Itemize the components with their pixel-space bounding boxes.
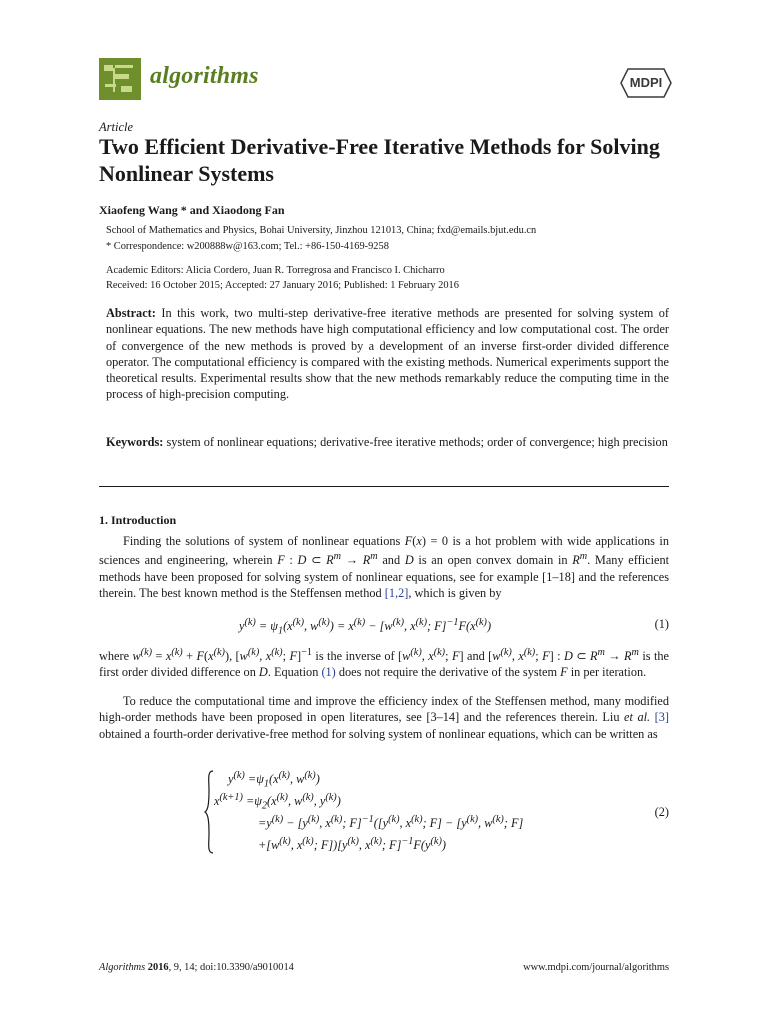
mdpi-logo	[620, 68, 672, 98]
equation-ref-link[interactable]: (1)	[321, 665, 336, 680]
equation-number: (2)	[654, 805, 669, 819]
publication-dates: Received: 16 October 2015; Accepted: 27 January 2016; Published: 1 February 2016	[106, 280, 459, 291]
affiliation: School of Mathematics and Physics, Bohai University, Jinzhou 121013, China; fxd@emails.bjut.edu.cn	[106, 225, 537, 236]
footer-citation: Algorithms 2016, 9, 14; doi:10.3390/a9010014	[99, 962, 294, 973]
article-type: Article	[99, 120, 134, 134]
correspondence: * Correspondence: w200888w@163.com; Tel.: +86-150-4169-9258	[106, 241, 389, 252]
intro-paragraph-3: To reduce the computational time and improve the efficiency index of the Steffensen method, many modified high-order methods have been proposed in open literatures, see [3–14] and the references therein. Liu et al. [3] obtained a fourth-order derivative-free method for solving system of nonlinear equations, which can be written as	[99, 694, 669, 741]
citation-link[interactable]: [3]	[654, 710, 669, 725]
equation-number: (1)	[654, 617, 669, 631]
journal-name: algorithms	[150, 63, 259, 89]
academic-editors: Academic Editors: Alicia Cordero, Juan R. Torregrosa and Francisco I. Chicharro	[106, 265, 445, 276]
equation-2: $y^{(k)} =\psi_1(x^{(k)}$, $w^{(k)}$) $x^{(k+1)} =\psi_2(x^{(k)}$, $w^{(k)}$, $y^{(k)}$) $=y^{(k)} - [y^{(k)}$, $x^{(k)}$; $F]^{-1}([y^{(k)}$, $x^{(k)}$; $F] - [y^{(k)}$, $w^{(k)}$; F] $+[w^{(k)}$, $x^{(k)}$; $F])[y^{(k)}$, $x^{(k)}$; $F]^{-1}F(y^{(k)})$ (2)	[204, 768, 669, 858]
paper-page: algorithms MDPI Article Two Efficient Derivative-Free Iterative Methods for Solving Nonlinear Systems Xiaofeng Wang * and Xiaodong Fan School of Mathematics and Physics, Bohai University, Jinzhou 121013, China; fxd@emails.bjut.edu.cn * Correspondence: w200888w@163.com; Tel.: +86-150-4169-9258 Academic Editors: Alicia Cordero, Juan R. Torregrosa and Francisco I. Chicharro Received: 16 October 2015; Accepted: 27 January 2016; Published: 1 February 2016 Abstract: In this work, two multi-step derivative-free iterative methods are presented for solving system of nonlinear equations. The new methods have high computational efficiency and low computational cost. The order of convergence of the new methods is proved by a development of an inverse first-order divided difference operator. The computational efficiency is compared with the existing methods. Numerical experiments support the theoretical results. Experimental results show that the new methods remarkably reduce the computing time in the process of high-precision computing. Keywords: system of nonlinear equations; derivative-free iterative methods; order of convergence; high precision 1. Introduction Finding the solutions of system of nonlinear equations F(x) = 0 is a hot problem with wide applications in sciences and engineering, wherein F : D ⊂ $R^m \to R^m$ and D is an open convex domain in $R^m$. Many efficient methods have been proposed for solving system of nonlinear equations, see for example [1–18] and the references therein. The best known method is the Steffensen method [1,2], which is given by $y^{(k)} = \psi_1(x^{(k)}$, $w^{(k)}) = x^{(k)} - [w^{(k)}$, $x^{(k)}$; $F]^{-1}F(x^{(k)})$ (1) where $w^{(k)} = x^{(k)} + F(x^{(k)})$, [$w^{(k)}$, $x^{(k)}$; F]$^{-1}$ is the inverse of [$w^{(k)}$, $x^{(k)}$; F] and [$w^{(k)}$, $x^{(k)}$; F] : D ⊂ $R^m \to R^m$ is the first order divided difference on D. Equation (1) does not require the derivative of the system F in per iteration. To reduce the computational time and improve the efficiency index of the Steffensen method, many modified high-order methods have been proposed in open literatures, see [3–14] and the references therein. Liu et al. [3] obtained a fourth-order derivative-free method for solving system of nonlinear equations, which can be written as $y^{(k)} =\psi_1(x^{(k)}$, $w^{(k)}$) $x^{(k+1)} =\psi_2(x^{(k)}$, $w^{(k)}$, $y^{(k)}$) $=y^{(k)} - [y^{(k)}$, $x^{(k)}$; $F]^{-1}([y^{(k)}$, $x^{(k)}$; $F] - [y^{(k)}$, $w^{(k)}$; F] $+[w^{(k)}$, $x^{(k)}$; $F])[y^{(k)}$, $x^{(k)}$; $F]^{-1}F(y^{(k)})$ (2) Algorithms 2016, 9, 14; doi:10.3390/a9010014 www.mdpi.com/journal/algorithms	[0, 0, 768, 1024]
footer-url[interactable]: www.mdpi.com/journal/algorithms	[523, 962, 669, 973]
intro-paragraph-2: where $w^{(k)} = x^{(k)} + F(x^{(k)})$, [$w^{(k)}$, $x^{(k)}$; F]$^{-1}$ is the inverse of [$w^{(k)}$, $x^{(k)}$; F] and [$w^{(k)}$, $x^{(k)}$; F] : D ⊂ $R^m \to R^m$ is the first order divided difference on D. Equation (1) does not require the derivative of the system F in per iteration.	[99, 647, 670, 680]
section-heading: 1. Introduction	[99, 513, 177, 527]
section-divider	[99, 486, 669, 487]
keywords-label: Keywords:	[106, 435, 164, 449]
intro-paragraph-1: Finding the solutions of system of nonlinear equations F(x) = 0 is a hot problem with wide applications in sciences and engineering, wherein F : D ⊂ $R^m \to R^m$ and D is an open convex domain in $R^m$. Many efficient methods have been proposed for solving system of nonlinear equations, see for example [1–18] and the references therein. The best known method is the Steffensen method [1,2], which is given by	[99, 534, 670, 600]
abstract	[106, 305, 669, 403]
article-authors: Xiaofeng Wang * and Xiaodong Fan	[99, 203, 285, 217]
article-title: Two Efficient Derivative-Free Iterative Methods for Solving Nonlinear Systems	[99, 134, 660, 186]
abstract-text: In this work, two multi-step derivative-free iterative methods are presented for solving system of nonlinear equations. The new methods have high computational efficiency and low computational cost. The order of convergence of the new methods is proved by a development of an inverse first-order divided difference operator. The computational efficiency is compared with the existing methods. Numerical experiments support the theoretical results. Experimental results show that the new methods remarkably reduce the computing time in the process of high-precision computing.	[106, 306, 670, 402]
journal-logo-icon	[99, 58, 141, 100]
publisher-name: MDPI	[629, 75, 663, 90]
keywords	[106, 434, 669, 450]
keywords-text: system of nonlinear equations; derivative-free iterative methods; order of convergence; high precision	[166, 435, 668, 449]
left-brace-icon	[204, 770, 214, 854]
citation-link[interactable]: [1,2]	[384, 585, 409, 600]
abstract-label: Abstract:	[106, 306, 156, 320]
